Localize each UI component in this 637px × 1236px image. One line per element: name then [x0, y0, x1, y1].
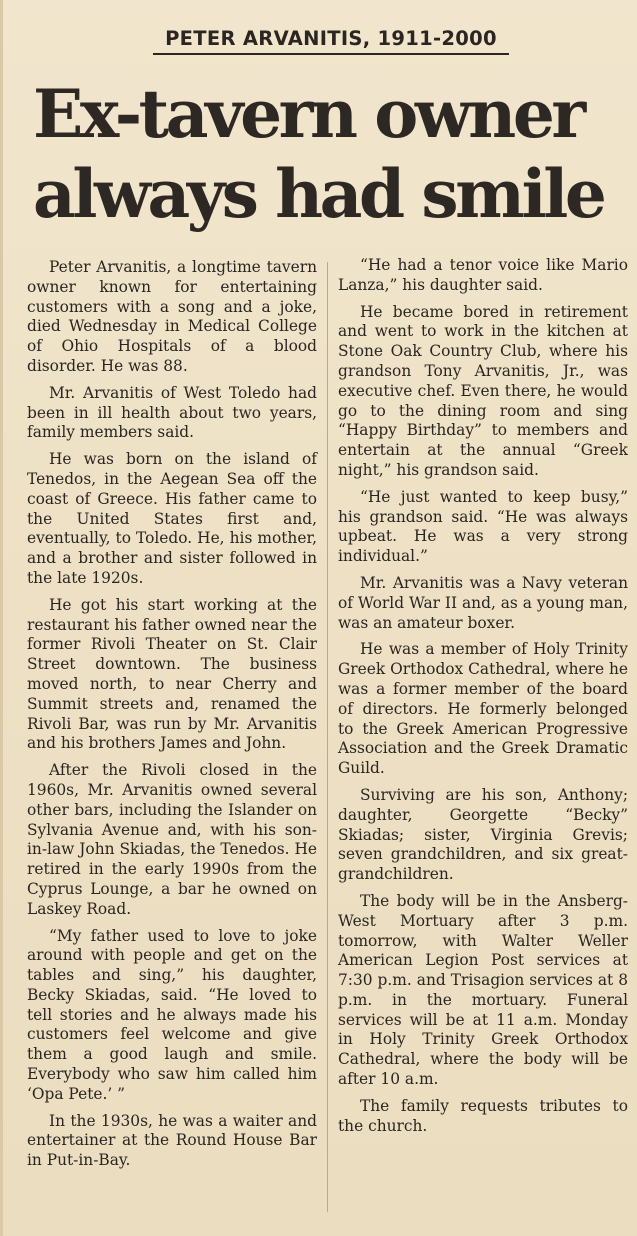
paragraph: “My father used to love to joke around with people and get on the tables and sing,” his daughter, Becky Skiadas, said. “He loved to tell stories and he always made his customers feel welcome and give them a good laugh and smile. Everybody who saw him called him ‘Opa Pete.’ ” — [27, 926, 317, 1103]
paragraph: Peter Arvanitis, a longtime tavern owner known for entertaining customers with a song and a joke, died Wednesday in Medical College of Ohio Hospitals of a blood disorder. He was 88. — [27, 258, 317, 375]
paragraph: Mr. Arvanitis of West Toledo had been in ill health about two years, family members said. — [27, 383, 317, 442]
column-divider — [327, 262, 328, 1212]
kicker-byline: PETER ARVANITIS, 1911-2000 — [153, 27, 509, 55]
paragraph: Mr. Arvanitis was a Navy veteran of World War II and, as a young man, was an amateur boxer. — [338, 573, 628, 632]
headline — [33, 74, 623, 234]
article-column-right — [338, 256, 628, 1143]
paragraph: The body will be in the Ansberg-West Mortuary after 3 p.m. tomorrow, with Walter Weller American Legion Post services at 7:30 p.m. and Trisagion services at 8 p.m. in the mortuary. Funeral services will be at 11 a.m. Monday in Holy Trinity Greek Orthodox Cathedral, where the body will be after 10 a.m. — [338, 891, 628, 1089]
paragraph: After the Rivoli closed in the 1960s, Mr. Arvanitis owned several other bars, including the Islander on Sylvania Avenue and, with his son-in-law John Skiadas, the Tenedos. He retired in the early 1990s from the Cyprus Lounge, a bar he owned on Laskey Road. — [27, 761, 317, 918]
paragraph: In the 1930s, he was a waiter and entertainer at the Round House Bar in Put-in-Bay. — [27, 1111, 317, 1170]
paragraph: He became bored in retirement and went to work in the kitchen at Stone Oak Country Club, where his grandson Tony Arvanitis, Jr., was executive chef. Even there, he would go to the dining room and sing “Happy Birthday” to members and entertain at the annual “Greek night,” his grandson said. — [338, 302, 628, 479]
paragraph: He got his start working at the restaurant his father owned near the former Rivoli Theater on St. Clair Street downtown. The business moved north, to near Cherry and Summit streets and, renamed the Rivoli Bar, was run by Mr. Arvanitis and his brothers James and John. — [27, 595, 317, 753]
paragraph: The family requests tributes to the church. — [338, 1096, 628, 1135]
paragraph: He was a member of Holy Trinity Greek Orthodox Cathedral, where he was a former member of the board of directors. He formerly belonged to the Greek American Progressive Association and the Greek Dramatic Guild. — [338, 640, 628, 778]
article-column-left — [27, 258, 317, 1178]
paragraph: Surviving are his son, Anthony; daughter, Georgette “Becky” Skiadas; sister, Virginia Grevis; seven grandchildren, and six great-grandchildren. — [338, 785, 628, 884]
headline-line-2: always had smile — [33, 155, 604, 233]
paragraph: “He had a tenor voice like Mario Lanza,” his daughter said. — [338, 256, 628, 294]
paragraph: “He just wanted to keep busy,” his grandson said. “He was always upbeat. He was a very strong individual.” — [338, 487, 628, 566]
paragraph: He was born on the island of Tenedos, in the Aegean Sea off the coast of Greece. His father came to the United States first and, eventually, to Toledo. He, his mother, and a brother and sister followed in the late 1920s. — [27, 450, 317, 587]
headline-line-1: Ex-tavern owner — [33, 75, 583, 153]
